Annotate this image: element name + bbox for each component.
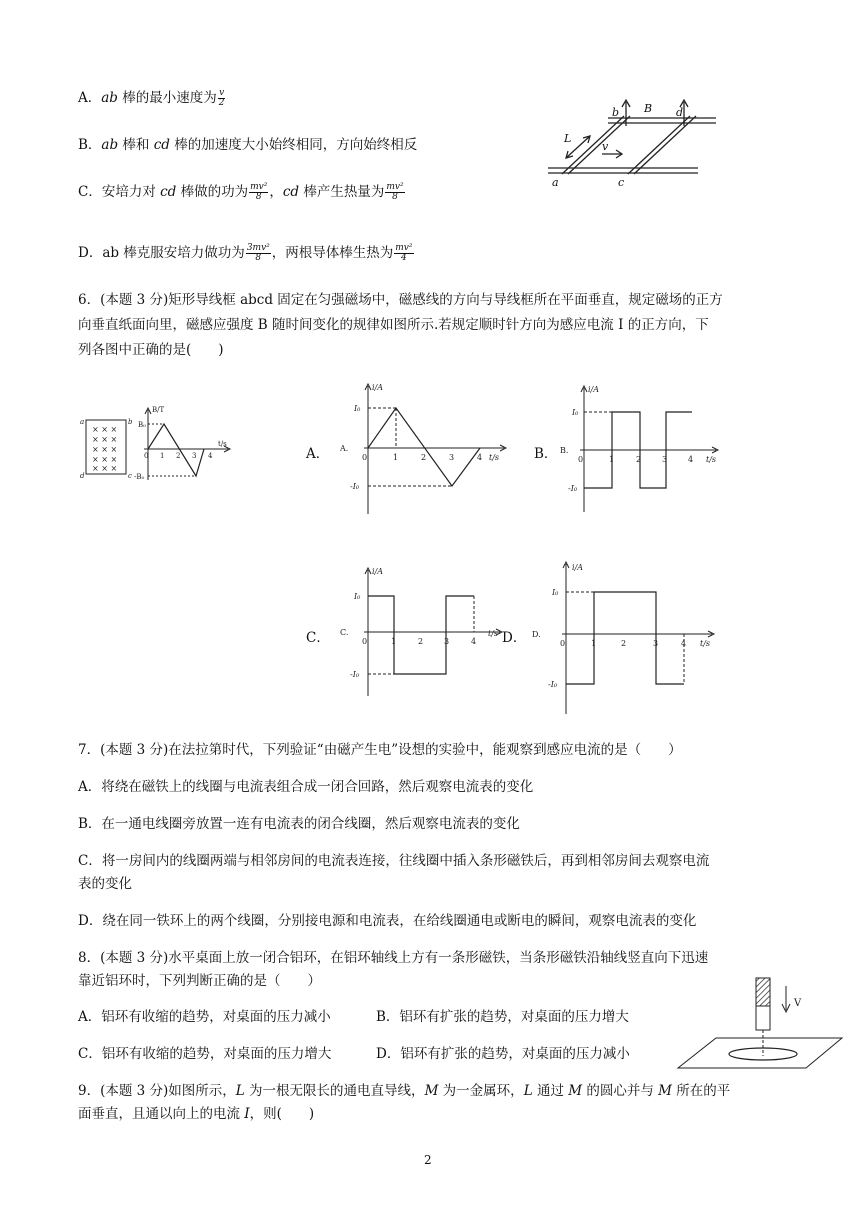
svg-text:1: 1	[160, 452, 165, 460]
label-v: v	[602, 140, 609, 153]
svg-text:i/A: i/A	[588, 385, 600, 394]
svg-text:2: 2	[636, 455, 642, 464]
q6-graph-c	[334, 564, 514, 700]
q8-option-c: C．铝环有收缩的趋势，对桌面的压力增大	[78, 1046, 332, 1062]
svg-text:t/s: t/s	[488, 629, 499, 638]
svg-text:I₀: I₀	[354, 592, 361, 601]
svg-text:4: 4	[208, 452, 213, 460]
q7-option-b: B．在一通电线圈旁放置一连有电流表的闭合线圈，然后观察电流表的变化	[78, 816, 520, 832]
page-number: 2	[424, 1153, 432, 1167]
svg-text:i/A: i/A	[372, 383, 384, 392]
velocity-label: V	[794, 998, 802, 1009]
q6-option-c-label: C．	[306, 630, 330, 646]
svg-text:B₀: B₀	[138, 421, 146, 429]
svg-text:0: 0	[578, 455, 584, 464]
q9-stem-line1: 9．(本题 3 分)如图所示，L 为一根无限长的通电直导线，M 为一金属环，L 通过 M 的圆心并与 M 所在的平	[78, 1083, 731, 1099]
q6-graph-b	[560, 382, 730, 516]
svg-text:4: 4	[477, 453, 483, 462]
svg-text:-I₀: -I₀	[548, 680, 558, 689]
svg-text:× × ×: × × ×	[92, 445, 118, 454]
svg-text:4: 4	[681, 639, 687, 648]
q7-stem: 7．(本题 3 分)在法拉第时代，下列验证“由磁产生电”设想的实验中，能观察到感应电流的是（ ）	[78, 742, 682, 758]
svg-text:2: 2	[418, 637, 424, 646]
q5-rails-figure	[548, 96, 718, 196]
q9-stem-line2: 面垂直，且通以向上的电流 I，则( )	[78, 1106, 315, 1122]
svg-text:1: 1	[391, 637, 397, 646]
svg-text:i/A: i/A	[572, 563, 584, 572]
svg-text:1: 1	[591, 639, 597, 648]
q6-graph-d	[532, 558, 722, 718]
svg-text:a: a	[80, 418, 85, 426]
svg-text:I₀: I₀	[354, 404, 361, 413]
q5-option-c: C．安培力对 cd 棒做的功为 $\frac{\text{mv²}}{8}$ ，cd 棒产生热量为 $\frac{\text{mv²}}{8}$	[78, 182, 404, 202]
svg-text:B/T: B/T	[152, 406, 165, 414]
label-d: d	[676, 106, 684, 119]
label-c: c	[618, 176, 625, 189]
q6-stem-line3: 列各图中正确的是( )	[78, 342, 224, 358]
q6-option-a-label: A．	[306, 446, 330, 462]
svg-text:C.: C.	[340, 628, 349, 637]
q6-option-b-label: B．	[534, 446, 558, 462]
q5-option-d: D．ab 棒克服安培力做功为 $\frac{\text{3mv²}}{8}$ ，两根导体棒生热为 $\frac{\text{mv²}}{4}$	[78, 243, 413, 263]
svg-text:b: b	[128, 418, 133, 426]
svg-text:t/s: t/s	[700, 639, 711, 648]
svg-text:× × ×: × × ×	[92, 455, 118, 464]
svg-text:-I₀: -I₀	[568, 484, 578, 493]
svg-text:4: 4	[688, 455, 694, 464]
q7-option-a: A．将绕在磁铁上的线圈与电流表组合成一闭合回路，然后观察电流表的变化	[78, 779, 534, 795]
svg-text:1: 1	[393, 453, 399, 462]
svg-text:B.: B.	[560, 446, 569, 455]
q6-bt-figure	[78, 404, 238, 484]
q5-option-a: A．ab 棒的最小速度为 $\frac{v}{2}$	[78, 88, 225, 108]
q7-option-d: D．绕在同一铁环上的两个线圈，分别接电源和电流表，在给线圈通电或断电的瞬间，观察电流表的变化	[78, 913, 697, 929]
svg-text:3: 3	[662, 455, 668, 464]
svg-text:× × ×: × × ×	[92, 425, 118, 434]
svg-text:3: 3	[192, 452, 197, 460]
svg-text:3: 3	[653, 639, 659, 648]
svg-text:× × ×: × × ×	[92, 435, 118, 444]
svg-text:0: 0	[362, 453, 368, 462]
label-B: B	[644, 102, 653, 115]
svg-text:d: d	[80, 472, 85, 480]
svg-text:3: 3	[444, 637, 450, 646]
svg-text:2: 2	[621, 639, 627, 648]
q8-stem-line2: 靠近铝环时，下列判断正确的是（ ）	[78, 973, 321, 989]
svg-text:1: 1	[609, 455, 615, 464]
svg-text:0: 0	[362, 637, 368, 646]
svg-text:0: 0	[144, 452, 149, 460]
svg-text:4: 4	[471, 637, 477, 646]
svg-text:I₀: I₀	[552, 588, 559, 597]
svg-text:0: 0	[560, 639, 566, 648]
svg-text:A.: A.	[340, 444, 349, 453]
svg-text:2: 2	[176, 452, 181, 460]
q8-stem-line1: 8．(本题 3 分)水平桌面上放一闭合铝环，在铝环轴线上方有一条形磁铁，当条形磁铁沿轴线竖直向下迅速	[78, 950, 709, 966]
label-L: L	[564, 132, 572, 145]
label-b: b	[612, 106, 620, 119]
svg-text:-I₀: -I₀	[350, 670, 360, 679]
q8-option-a: A．铝环有收缩的趋势，对桌面的压力减小	[78, 1009, 331, 1025]
svg-text:D.: D.	[532, 630, 541, 639]
q6-option-d-label: D．	[502, 630, 527, 646]
svg-text:c: c	[128, 472, 132, 480]
q7-option-c-line2: 表的变化	[78, 876, 132, 892]
q7-option-c-line1: C．将一房间内的线圈两端与相邻房间的电流表连接，往线圈中插入条形磁铁后，再到相邻房间去观察电流	[78, 853, 710, 869]
svg-text:2: 2	[421, 453, 427, 462]
q6-stem-line2: 向垂直纸面向里，磁感应强度 B 随时间变化的规律如图所示.若规定顺时针方向为感应电流 I 的正方向，下	[78, 317, 709, 333]
svg-text:I₀: I₀	[572, 408, 579, 417]
q8-magnet-ring-figure	[676, 976, 846, 1070]
label-a: a	[552, 176, 559, 189]
q6-graph-a	[334, 380, 514, 520]
q6-stem-line1: 6．(本题 3 分)矩形导线框 abcd 固定在匀强磁场中，磁感线的方向与导线框所在平面垂直，规定磁场的正方	[78, 292, 723, 308]
svg-text:i/A: i/A	[372, 567, 384, 576]
svg-text:t/s: t/s	[706, 455, 717, 464]
svg-text:-I₀: -I₀	[350, 482, 360, 491]
svg-text:× × ×: × × ×	[92, 464, 118, 473]
svg-text:3: 3	[449, 453, 455, 462]
q8-option-b: B．铝环有扩张的趋势，对桌面的压力增大	[376, 1009, 629, 1025]
q8-option-d: D．铝环有扩张的趋势，对桌面的压力减小	[376, 1046, 630, 1062]
svg-text:t/s: t/s	[218, 440, 227, 448]
svg-text:t/s: t/s	[489, 453, 500, 462]
svg-text:-B₀: -B₀	[134, 473, 145, 481]
q5-option-b: B．ab 棒和 cd 棒的加速度大小始终相同，方向始终相反	[78, 137, 418, 153]
